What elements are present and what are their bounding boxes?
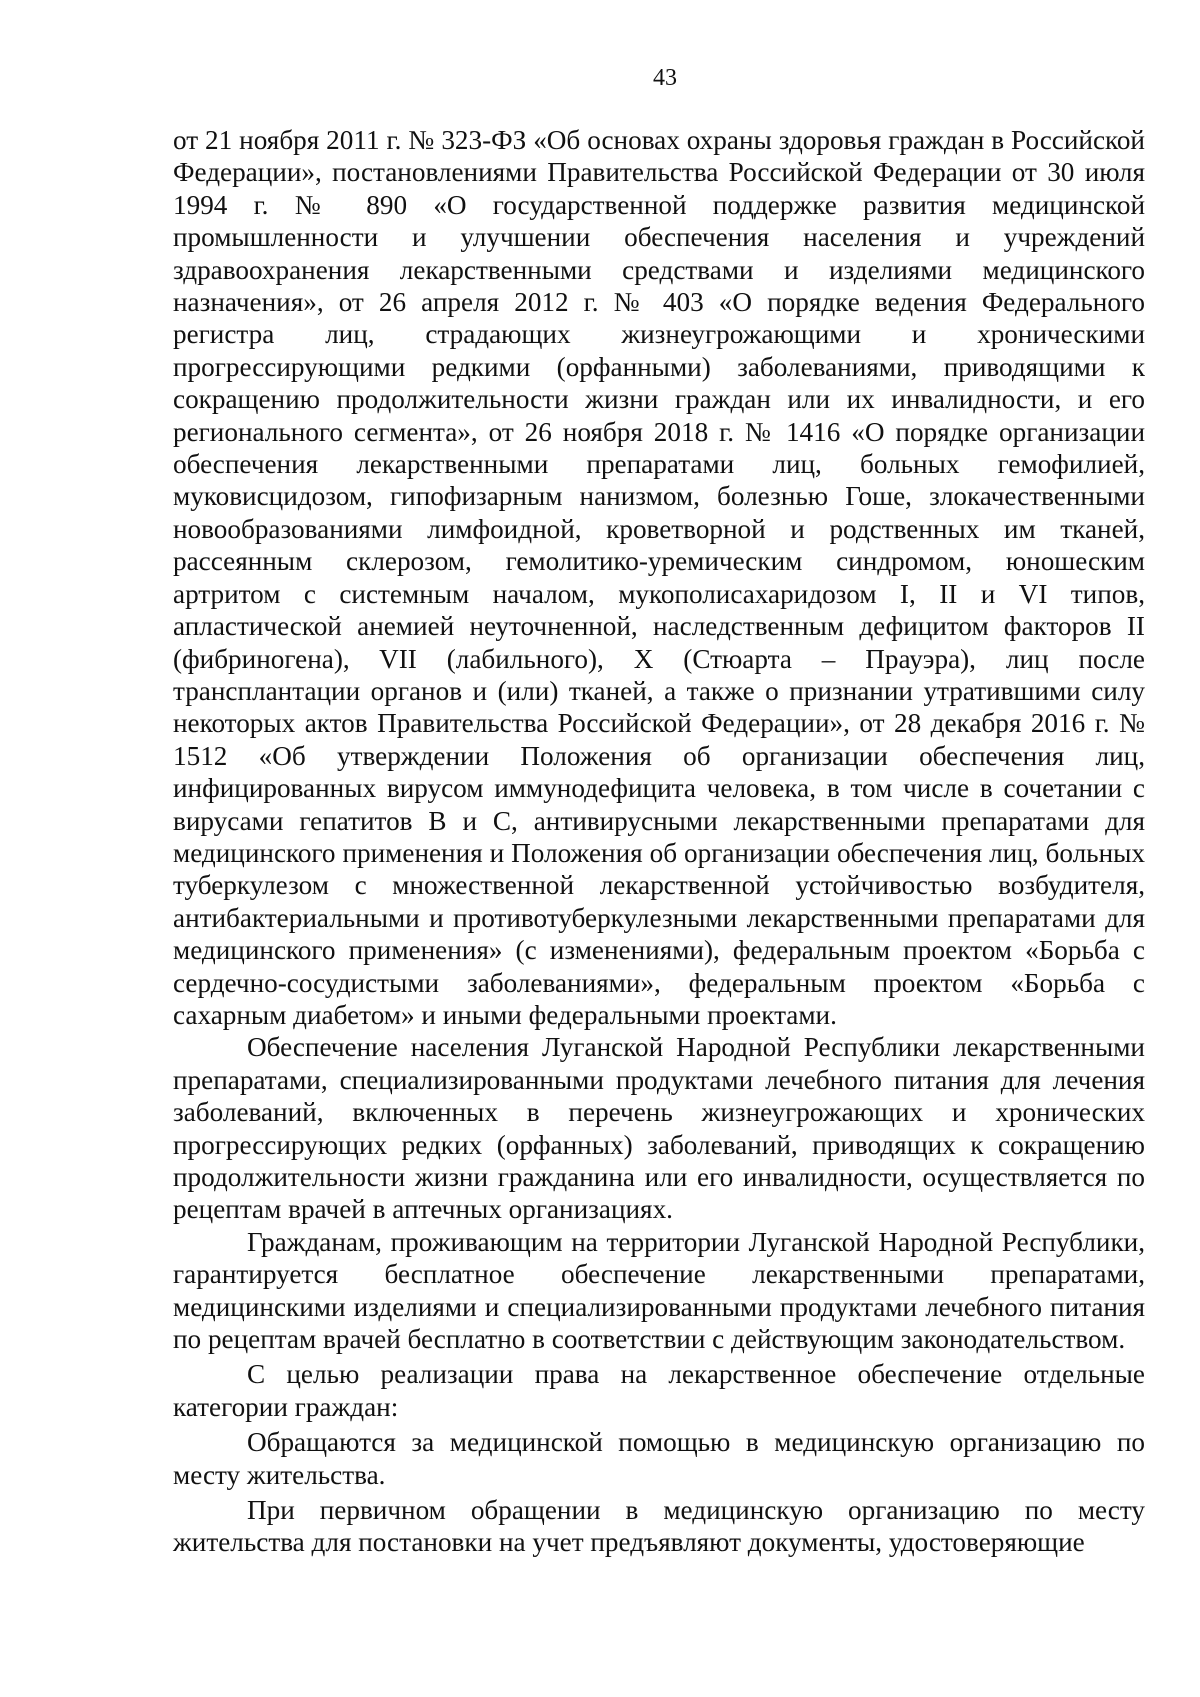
- paragraph-medical-help-request: Обращаются за медицинской помощью в медицинскую организацию по месту жительства.: [173, 1427, 1145, 1490]
- document-body: [173, 124, 1145, 1559]
- page-number: 43: [653, 65, 677, 91]
- paragraph-implementation-intro: С целью реализации права на лекарственное обеспечение отдельные категории граждан:: [173, 1359, 1145, 1422]
- paragraph-orphan-disease-supply: Обеспечение населения Луганской Народной Республики лекарственными препаратами, специализированными продуктами лечебного питания для лечения заболеваний, включенных в перечень жизнеугрожающих и хронических прогрессирующих редких (орфанных) заболеваний, приводящих к сокращению продолжительности жизни гражданина или его инвалидности, осуществляется по рецептам врачей в аптечных организациях.: [173, 1032, 1145, 1225]
- paragraph-free-supply-guarantee: Гражданам, проживающим на территории Луганской Народной Республики, гарантируется бесплатное обеспечение лекарственными препаратами, медицинскими изделиями и специализированными продуктами лечебного питания по рецептам врачей бесплатно в соответствии с действующим законодательством.: [173, 1226, 1145, 1355]
- paragraph-initial-registration: При первичном обращении в медицинскую организацию по месту жительства для постановки на учет предъявляют документы, удостоверяющие: [173, 1495, 1145, 1558]
- paragraph-legal-references: от 21 ноября 2011 г. № 323-ФЗ «Об основах охраны здоровья граждан в Российской Федерации», постановлениями Правительства Российской Федерации от 30 июля 1994 г. № 890 «О государственной поддержке развития медицинской промышленности и улучшении обеспечения населения и учреждений здравоохранения лекарственными средствами и изделиями медицинского назначения», от 26 апреля 2012 г. № 403 «О порядке ведения Федерального регистра лиц, страдающих жизнеугрожающими и хроническими прогрессирующими редкими (орфанными) заболеваниями, приводящими к сокращению продолжительности жизни граждан или их инвалидности, и его регионального сегмента», от 26 ноября 2018 г. № 1416 «О порядке организации обеспечения лекарственными препаратами лиц, больных гемофилией, муковисцидозом, гипофизарным нанизмом, болезнью Гоше, злокачественными новообразованиями лимфоидной, кроветворной и родственных им тканей, рассеянным склерозом, гемолитико-уремическим синдромом, юношеским артритом с системным началом, мукополисахаридозом I, II и VI типов, апластической анемией неуточненной, наследственным дефицитом факторов II (фибриногена), VII (лабильного), X (Стюарта – Прауэра), лиц после трансплантации органов и (или) тканей, а также о признании утратившими силу некоторых актов Правительства Российской Федерации», от 28 декабря 2016 г. № 1512 «Об утверждении Положения об организации обеспечения лиц, инфицированных вирусом иммунодефицита человека, в том числе в сочетании с вирусами гепатитов B и C, антивирусными лекарственными препаратами для медицинского применения и Положения об организации обеспечения лиц, больных туберкулезом с множественной лекарственной устойчивостью возбудителя, антибактериальными и противотуберкулезными лекарственными препаратами для медицинского применения» (с изменениями), федеральным проектом «Борьба с сердечно-сосудистыми заболеваниями», федеральным проектом «Борьба с сахарным диабетом» и иными федеральными проектами.: [173, 125, 1145, 1030]
